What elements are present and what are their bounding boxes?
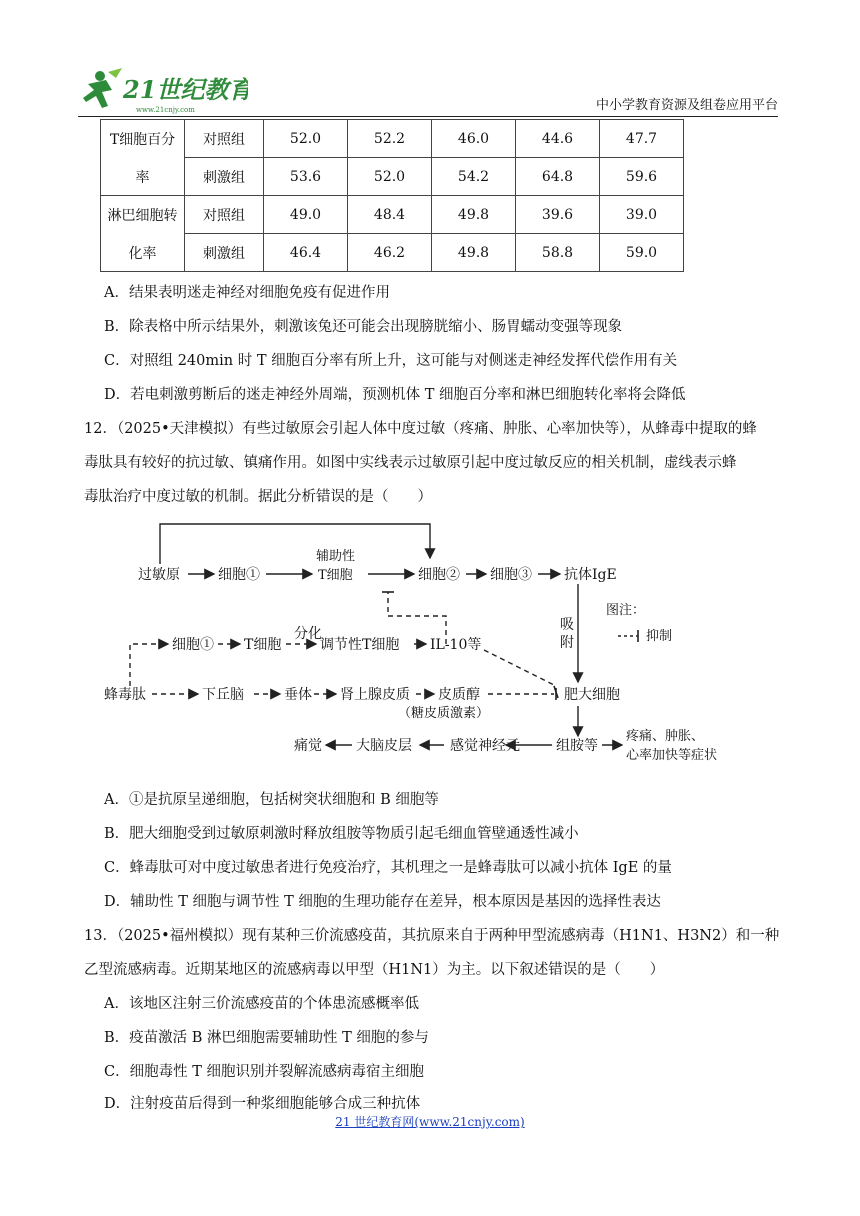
svg-text:细胞②: 细胞② [418, 567, 460, 583]
table-row: 刺激组 46.4 46.2 49.8 58.8 59.0 [101, 234, 684, 272]
svg-text:T细胞: T细胞 [318, 568, 353, 583]
svg-text:心率加快等症状: 心率加快等症状 [626, 748, 718, 763]
svg-text:下丘脑: 下丘脑 [202, 687, 244, 703]
svg-text:垂体: 垂体 [284, 687, 312, 703]
q11-option-b: B．除表格中所示结果外，刺激该兔还可能会出现膀胱缩小、肠胃蠕动变强等现象 [104, 319, 623, 335]
q12-option-a: A．①是抗原呈递细胞，包括树突状细胞和 B 细胞等 [104, 792, 439, 808]
q12-stem: 12．（2025•天津模拟）有些过敏原会引起人体中度过敏（疼痛、肿胀、心率加快等），从蜂毒中提取的蜂 [84, 421, 757, 437]
table-row: T细胞百分 率 对照组 52.0 52.2 46.0 44.6 47.7 [101, 120, 684, 158]
svg-text:T细胞: T细胞 [244, 637, 282, 653]
svg-text:肥大细胞: 肥大细胞 [564, 687, 620, 703]
q13-option-a: A．该地区注射三价流感疫苗的个体患流感概率低 [104, 996, 419, 1012]
q13-option-b: B．疫苗激活 B 淋巴细胞需要辅助性 T 细胞的参与 [104, 1030, 429, 1046]
svg-text:辅助性: 辅助性 [316, 549, 356, 564]
q11-option-a: A．结果表明迷走神经对细胞免疫有促进作用 [104, 285, 390, 301]
svg-text:细胞①: 细胞① [172, 637, 214, 653]
svg-text:疼痛、肿胀、: 疼痛、肿胀、 [626, 729, 705, 744]
svg-text:附: 附 [560, 635, 574, 651]
table-row: 刺激组 53.6 52.0 54.2 64.8 59.6 [101, 158, 684, 196]
q13-stem: 13．（2025•福州模拟）现有某种三价流感疫苗，其抗原来自于两种甲型流感病毒（H1N1、H3N2）和一种 [84, 928, 780, 944]
svg-text:抗体IgE: 抗体IgE [564, 567, 617, 583]
q11-option-c: C．对照组 240min 时 T 细胞百分率有所上升，这可能与对侧迷走神经发挥代偿作用有关 [104, 353, 678, 369]
site-logo[interactable] [78, 66, 248, 116]
svg-text:21世纪教育: 21世纪教育 [123, 75, 248, 104]
platform-name: 中小学教育资源及组卷应用平台 [595, 98, 778, 113]
svg-text:抑制: 抑制 [646, 629, 673, 644]
svg-text:IL-10等: IL-10等 [430, 637, 482, 653]
q13-option-d: D．注射疫苗后得到一种浆细胞能够合成三种抗体 [104, 1096, 421, 1112]
footer-link[interactable]: 21 世纪教育网(www.21cnjy.com) [335, 1115, 525, 1129]
row-group-label: T细胞百分 率 [101, 120, 185, 196]
svg-text:大脑皮层: 大脑皮层 [356, 738, 412, 754]
svg-text:皮质醇: 皮质醇 [438, 687, 480, 703]
header-divider [78, 116, 778, 117]
results-table [100, 119, 684, 272]
svg-text:蜂毒肽: 蜂毒肽 [104, 687, 146, 703]
svg-text:分化: 分化 [294, 626, 322, 642]
svg-text:（糖皮质激素）: （糖皮质激素） [398, 706, 490, 721]
svg-text:肾上腺皮质: 肾上腺皮质 [340, 687, 410, 703]
svg-text:感觉神经元: 感觉神经元 [450, 738, 520, 754]
svg-text:组胺等: 组胺等 [556, 738, 598, 754]
svg-text:www.21cnjy.com: www.21cnjy.com [136, 106, 195, 114]
svg-text:痛觉: 痛觉 [294, 738, 322, 754]
q12-option-b: B．肥大细胞受到过敏原刺激时释放组胺等物质引起毛细血管壁通透性减小 [104, 826, 579, 842]
allergy-mechanism-diagram [98, 516, 728, 774]
table-row: 淋巴细胞转 化率 对照组 49.0 48.4 49.8 39.6 39.0 [101, 196, 684, 234]
q12-option-c: C．蜂毒肽可对中度过敏患者进行免疫治疗，其机理之一是蜂毒肽可以减小抗体 IgE 的量 [104, 860, 672, 876]
page-footer [0, 1113, 860, 1130]
svg-text:细胞③: 细胞③ [490, 567, 532, 583]
page-header [78, 66, 778, 116]
q12-option-d: D．辅助性 T 细胞与调节性 T 细胞的生理功能存在差异，根本原因是基因的选择性表达 [104, 894, 661, 910]
svg-text:细胞①: 细胞① [218, 567, 260, 583]
q11-option-d: D．若电刺激剪断后的迷走神经外周端，预测机体 T 细胞百分率和淋巴细胞转化率将会降低 [104, 387, 686, 403]
row-group-label: 淋巴细胞转 化率 [101, 196, 185, 272]
svg-text:图注：: 图注： [606, 603, 646, 618]
svg-text:过敏原: 过敏原 [138, 567, 180, 583]
svg-text:调节性T细胞: 调节性T细胞 [320, 637, 400, 653]
q12-stem-line2: 毒肽具有较好的抗过敏、镇痛作用。如图中实线表示过敏原引起中度过敏反应的相关机制，虚线表示蜂 [84, 455, 737, 471]
q13-option-c: C．细胞毒性 T 细胞识别并裂解流感病毒宿主细胞 [104, 1064, 424, 1080]
q12-stem-line3: 毒肽治疗中度过敏的机制。据此分析错误的是（ ） [84, 489, 432, 505]
q13-stem-line2: 乙型流感病毒。近期某地区的流感病毒以甲型（H1N1）为主。以下叙述错误的是（ ） [84, 962, 665, 978]
svg-text:吸: 吸 [560, 617, 574, 633]
